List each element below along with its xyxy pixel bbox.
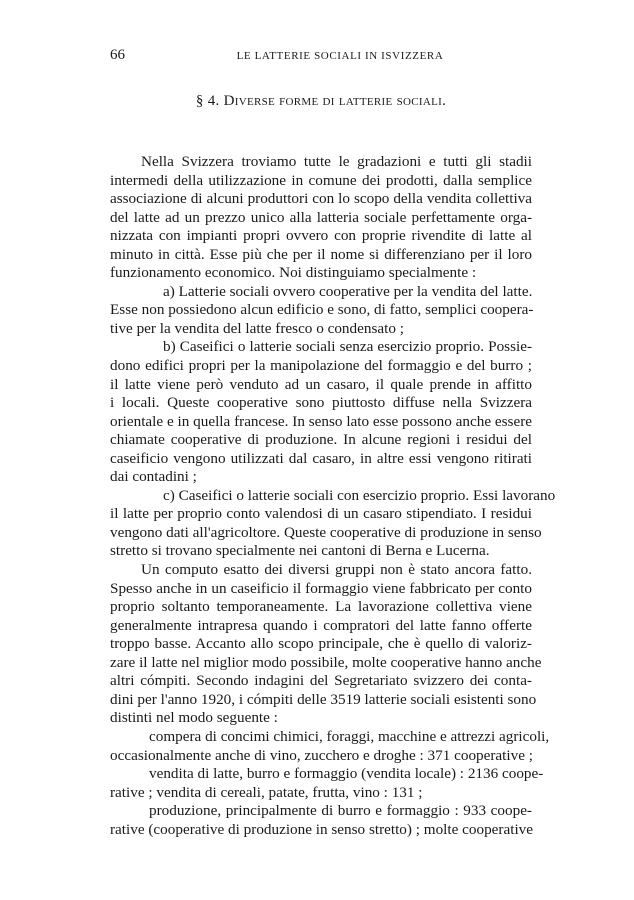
text-line: associazione di alcuni produttori con lo scopo della vendita collettiva [110,190,532,208]
text-line: occasionalmente anche di vino, zucchero e droghe : 371 cooperative ; [110,746,533,764]
text-line: c) Caseifici o latterie sociali con esercizio proprio. Essi lavorano [163,486,556,504]
text-line: minuto in città. Esse più che per il nome si differenziano per il loro [110,245,532,263]
section-heading [110,93,532,110]
text-line: troppo basse. Accanto allo scopo principale, che è quello di valoriz- [110,635,532,653]
text-line: vendita di latte, burro e formaggio (vendita locale) : 2136 coope- [149,765,544,783]
body-text [110,153,556,839]
text-line: intermedi della utilizzazione in comune dei prodotti, dalla semplice [110,171,532,189]
text-line: il latte viene però venduto ad un casaro, il quale prende in affitto [110,375,532,393]
text-line: proprio soltanto temporaneamente. La lavorazione collettiva viene [110,598,532,616]
text-line: nizzata con impianti propri ovvero con proprie rivendite di latte al [110,227,532,245]
text-line: dono edifici propri per la manipolazione del formaggio e del burro ; [110,357,532,375]
text-line: i locali. Queste cooperative sono piuttosto diffuse nella Svizzera [110,394,532,412]
text-line: Esse non possiedono alcun edificio e sono, di fatto, semplici coopera- [110,301,534,319]
text-line: funzionamento economico. Noi distinguiamo specialmente : [110,264,477,282]
text-line: altri cómpiti. Secondo indagini del Segretariato svizzero dei conta- [110,672,532,690]
running-header: LE LATTERIE SOCIALI IN ISVIZZERA [236,50,444,62]
text-line: tive per la vendita del latte fresco o condensato ; [110,319,404,337]
text-line: orientale e in quella francese. In senso lato esse possono anche essere [110,412,532,430]
text-line: del latte ad un prezzo unico alla latteria sociale perfettamente orga- [110,208,532,226]
text-line: Nella Svizzera troviamo tutte le gradazioni e tutti gli stadii [141,153,532,170]
text-line: stretto si trovano specialmente nei cantoni di Berna e Lucerna. [110,542,490,560]
text-line: Spesso anche in un caseificio il formaggio viene fabbricato per conto [110,579,532,597]
text-line: b) Caseifici o latterie sociali senza esercizio proprio. Possie- [163,338,532,356]
section-heading-text: § 4. Diverse forme di latterie sociali. [195,93,447,109]
text-line: distinti nel modo seguente : [110,709,278,727]
text-line: rative (cooperative di produzione in senso stretto) ; molte cooperative [110,820,533,838]
text-line: compera di concimi chimici, foraggi, macchine e attrezzi agricoli, [149,727,550,745]
text-line: dai contadini ; [110,468,197,486]
text-line: caseificio vengono utilizzati dal casaro, in altre essi vengono ritirati [110,449,532,467]
page-number: 66 [110,47,125,63]
text-line: vengono dati all'agricoltore. Queste cooperative di produzione in senso [110,523,542,541]
text-line: rative ; vendita di cereali, patate, frutta, vino : 131 ; [110,783,423,801]
text-line: a) Latterie sociali ovvero cooperative per la vendita del latte. [163,282,533,300]
text-line: dini per l'anno 1920, i cómpiti delle 3519 latterie sociali esistenti sono [110,690,537,708]
text-line: Un computo esatto dei diversi gruppi non è stato ancora fatto. [141,561,532,579]
text-line: chiamate cooperative di produzione. In alcune regioni i residui del [110,431,532,449]
text-line: il latte per proprio conto valendosi di un casaro stipendiato. I residui [110,505,532,523]
text-line: zare il latte nel miglior modo possibile, molte cooperative hanno anche [110,653,542,671]
text-line: generalmente intrapresa quando i compratori del latte fanno offerte [110,616,532,634]
text-line: produzione, principalmente di burro e formaggio : 933 coope- [149,802,532,820]
